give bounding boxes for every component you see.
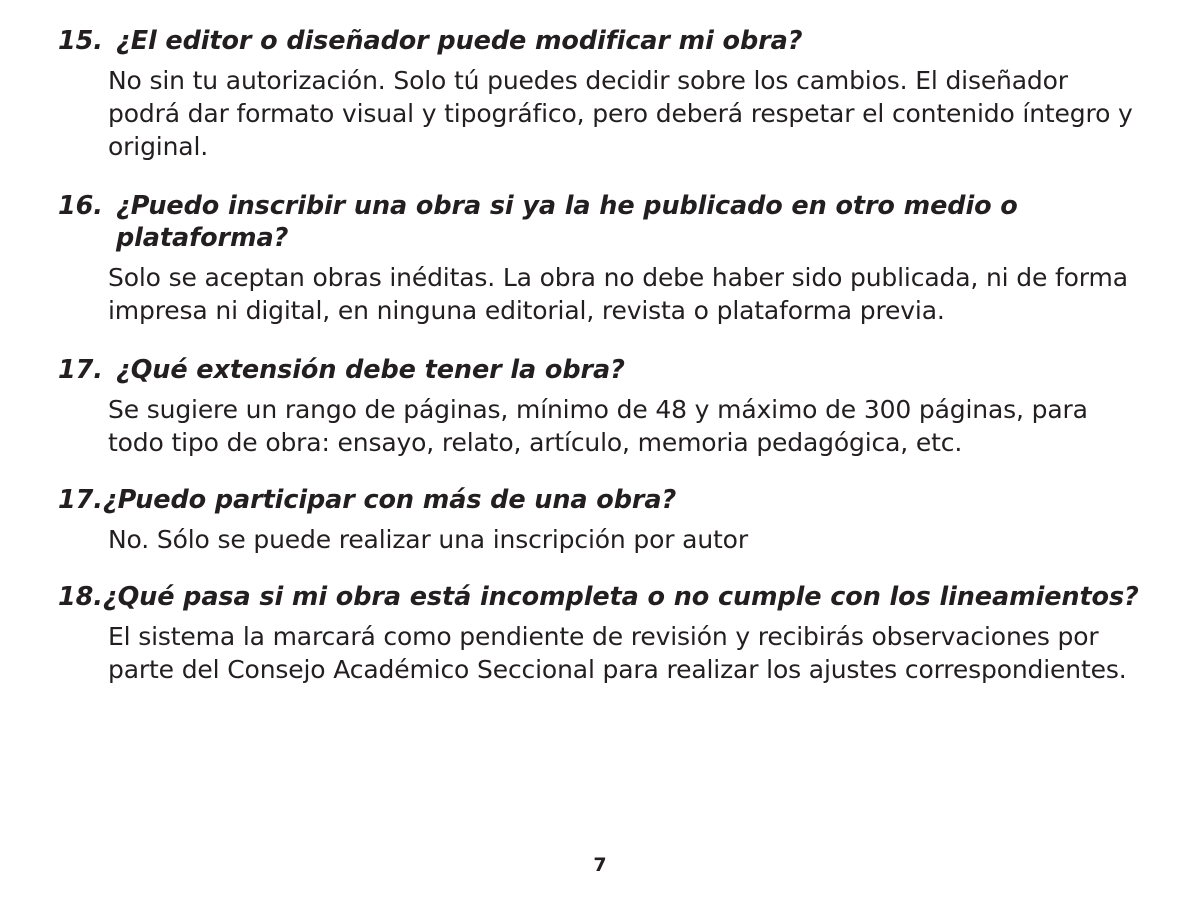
faq-question-text-17a: ¿Qué extensión debe tener la obra?	[116, 355, 625, 386]
faq-item-16	[58, 191, 1142, 327]
spacer	[58, 562, 1142, 582]
spacer	[58, 169, 1142, 191]
faq-number-17a: 17.	[58, 355, 103, 386]
faq-question-text-17b: ¿Puedo participar con más de una obra?	[102, 485, 677, 516]
faq-item-17b	[58, 485, 1142, 556]
faq-number-16: 16.	[58, 191, 103, 222]
faq-question-text-15: ¿El editor o diseñador puede modificar mi obra?	[116, 26, 803, 56]
faq-number-17b: 17.	[58, 485, 103, 516]
spacer	[58, 333, 1142, 355]
faq-item-15	[58, 26, 1142, 163]
faq-answer-15: No sin tu autorización. Solo tú puedes decidir sobre los cambios. El diseñador podrá dar formato visual y tipográfico, pero deberá respetar el contenido íntegro y original.	[108, 65, 1133, 162]
faq-question-18	[58, 582, 1142, 614]
faq-question-16	[58, 191, 1142, 254]
faq-question-17b	[58, 485, 1142, 517]
faq-item-18	[58, 582, 1142, 686]
faq-question-17a	[58, 355, 1142, 387]
faq-answer-18: El sistema la marcará como pendiente de revisión y recibirás observaciones por parte del Consejo Académico Seccional para realizar los ajustes correspondientes.	[108, 621, 1127, 684]
page-number: 7	[593, 854, 607, 876]
faq-question-text-16: ¿Puedo inscribir una obra si ya la he publicado en otro medio o plataforma?	[116, 191, 1018, 253]
faq-question-text-18: ¿Qué pasa si mi obra está incompleta o no cumple con los lineamientos?	[102, 582, 1139, 613]
faq-answer-17a: Se sugiere un rango de páginas, mínimo de 48 y máximo de 300 páginas, para todo tipo de obra: ensayo, relato, artículo, memoria pedagógica, etc.	[108, 394, 1088, 457]
faq-number-15: 15.	[58, 26, 103, 56]
faq-answer-17b: No. Sólo se puede realizar una inscripción por autor	[108, 524, 748, 554]
faq-item-17a	[58, 355, 1142, 459]
faq-question-15	[58, 26, 1142, 58]
faq-answer-16: Solo se aceptan obras inéditas. La obra no debe haber sido publicada, ni de forma impresa ni digital, en ninguna editorial, revista o plataforma previa.	[108, 262, 1128, 325]
spacer	[58, 465, 1142, 485]
faq-number-18: 18.	[58, 582, 103, 613]
